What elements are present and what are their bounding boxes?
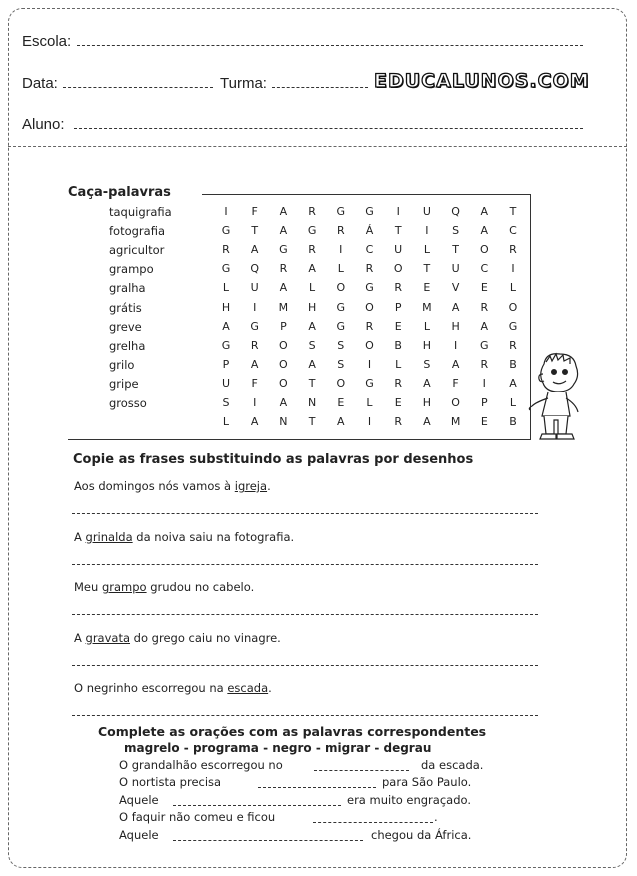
wordsearch-letter[interactable]: L — [366, 396, 373, 409]
wordsearch-letter[interactable]: P — [394, 300, 402, 314]
wordsearch-letter[interactable]: I — [253, 300, 257, 314]
complete-sentence-end: era muito engraçado. — [347, 792, 471, 807]
wordsearch-letter[interactable]: G — [508, 319, 518, 333]
wordsearch-letter[interactable]: I — [339, 243, 343, 257]
wordsearch-letter[interactable]: S — [452, 224, 460, 238]
wordsearch-letter[interactable]: G — [221, 224, 231, 238]
wordsearch-letter[interactable]: A — [279, 205, 288, 218]
wordsearch-letter[interactable]: O — [279, 338, 288, 352]
wordsearch-letter[interactable]: M — [450, 415, 461, 429]
wordsearch-letter[interactable]: A — [308, 319, 316, 333]
wordsearch-letter[interactable]: M — [278, 300, 289, 314]
wordsearch-letter[interactable]: E — [394, 396, 402, 409]
wordsearch-letter[interactable]: L — [423, 319, 430, 333]
data-field[interactable] — [63, 87, 213, 88]
wordsearch-letter[interactable]: O — [279, 376, 288, 390]
wordsearch-letter[interactable]: F — [251, 205, 258, 218]
wordsearch-letter[interactable]: P — [480, 396, 488, 409]
wordsearch-letter[interactable]: A — [423, 376, 431, 390]
copy-sentence — [74, 631, 281, 645]
complete-sentence-start: O grandalhão escorregou no — [119, 758, 283, 772]
wordsearch-letter[interactable]: A — [250, 357, 259, 371]
sentence-text: . — [267, 479, 271, 493]
wordsearch-letter[interactable]: T — [308, 376, 316, 390]
wordsearch-frame-bottom — [68, 439, 531, 440]
wordsearch-letter[interactable]: Q — [451, 205, 460, 218]
data-label: Data: — [22, 75, 58, 92]
answer-line[interactable] — [72, 513, 538, 514]
wordsearch-letter[interactable]: R — [279, 262, 288, 276]
wordsearch-letter[interactable]: G — [480, 338, 489, 352]
wordsearch-letter[interactable]: F — [452, 376, 459, 390]
answer-blank[interactable] — [173, 840, 363, 841]
brand-logo: EDUCALUNOS.COM — [374, 70, 590, 92]
wordsearch-letter[interactable]: L — [423, 243, 430, 257]
turma-label: Turma: — [220, 75, 267, 92]
wordsearch-letter[interactable]: G — [336, 300, 346, 314]
wordsearch-word: greve — [109, 319, 142, 334]
wordsearch-word: grosso — [109, 396, 147, 410]
wordsearch-letter[interactable]: A — [451, 357, 460, 371]
wordsearch-letter[interactable]: A — [250, 415, 259, 429]
sentence-text: O negrinho escorregou na — [74, 681, 228, 695]
wordsearch-letter[interactable]: Q — [250, 262, 260, 276]
answer-blank[interactable] — [258, 787, 376, 788]
wordsearch-frame-top — [202, 194, 531, 195]
copy-sentence — [74, 580, 254, 594]
wordsearch-letter[interactable]: R — [394, 376, 403, 390]
wordsearch-letter[interactable]: I — [425, 224, 429, 238]
wordsearch-letter[interactable]: A — [509, 376, 517, 390]
wordsearch-letter[interactable]: H — [307, 300, 317, 314]
wordsearch-letter[interactable]: O — [365, 338, 374, 352]
aluno-label: Aluno: — [22, 116, 65, 133]
wordsearch-letter[interactable]: A — [308, 262, 316, 276]
copy-section-title: Copie as frases substituindo as palavras por desenhos — [73, 452, 474, 467]
wordsearch-letter[interactable]: G — [221, 338, 231, 352]
wordsearch-letter[interactable]: L — [509, 281, 517, 295]
answer-blank[interactable] — [313, 822, 433, 823]
wordsearch-letter[interactable]: A — [423, 415, 431, 429]
wordsearch-letter[interactable]: G — [307, 224, 317, 238]
wordsearch-letter[interactable]: H — [422, 396, 432, 409]
complete-sentence-start: O nortista precisa — [119, 775, 222, 790]
wordsearch-letter[interactable]: H — [422, 338, 432, 352]
wordsearch-letter[interactable]: G — [279, 243, 288, 257]
wordsearch-letter[interactable]: R — [394, 415, 403, 429]
copy-sentence — [74, 479, 271, 493]
wordsearch-letter[interactable]: H — [221, 300, 231, 314]
wordsearch-letter[interactable]: U — [451, 262, 460, 276]
wordsearch-letter[interactable]: E — [480, 415, 488, 429]
wordsearch-letter[interactable]: R — [308, 205, 316, 218]
answer-line[interactable] — [72, 715, 538, 716]
wordsearch-letter[interactable]: I — [396, 205, 400, 218]
wordsearch-letter[interactable]: S — [337, 338, 345, 352]
wordsearch-word: gripe — [109, 376, 139, 391]
wordsearch-letter[interactable]: L — [309, 281, 316, 295]
complete-sentence-start: Aquele — [119, 792, 159, 807]
wordsearch-letter[interactable]: G — [365, 205, 374, 218]
wordsearch-letter[interactable]: C — [365, 243, 374, 257]
wordsearch-word: gralha — [109, 281, 146, 296]
wordsearch-letter[interactable]: O — [279, 357, 288, 371]
answer-line[interactable] — [72, 665, 538, 666]
word-bank: magrelo - programa - negro - migrar - degrau — [124, 741, 432, 755]
aluno-field[interactable] — [74, 128, 583, 129]
wordsearch-letter[interactable]: I — [482, 376, 486, 390]
wordsearch-word: fotografia — [109, 224, 165, 239]
wordsearch-letter[interactable]: A — [250, 243, 259, 257]
header-divider — [8, 146, 627, 147]
wordsearch-letter[interactable]: S — [337, 357, 345, 371]
wordsearch-letter[interactable]: C — [480, 262, 489, 276]
wordsearch-letter[interactable]: R — [509, 243, 517, 257]
wordsearch-letter[interactable]: G — [336, 205, 346, 218]
wordsearch-letter[interactable]: G — [365, 281, 374, 295]
wordsearch-letter[interactable]: B — [509, 415, 517, 429]
wordsearch-letter[interactable]: R — [509, 338, 517, 352]
wordsearch-letter[interactable]: G — [221, 262, 231, 276]
wordsearch-letter[interactable]: L — [222, 281, 230, 295]
copy-sentence — [74, 681, 272, 695]
wordsearch-letter[interactable]: B — [394, 338, 402, 352]
wordsearch-letter[interactable]: V — [451, 281, 460, 295]
wordsearch-letter[interactable]: S — [308, 338, 316, 352]
sentence-text: da noiva saiu na fotografia. — [132, 529, 295, 544]
underlined-word: grampo — [101, 580, 147, 594]
wordsearch-letter[interactable]: L — [222, 415, 230, 429]
wordsearch-letter[interactable]: O — [365, 300, 374, 314]
wordsearch-letter[interactable]: I — [453, 338, 458, 352]
sentence-text: Aos domingos nós vamos à — [74, 479, 235, 493]
wordsearch-letter[interactable]: N — [279, 415, 288, 429]
wordsearch-letter[interactable]: T — [394, 224, 402, 238]
wordsearch-letter[interactable]: T — [308, 415, 316, 429]
underlined-word: escada — [227, 681, 269, 695]
wordsearch-letter[interactable]: R — [394, 281, 403, 295]
wordsearch-letter[interactable]: S — [423, 357, 431, 371]
wordsearch-letter[interactable]: R — [365, 262, 374, 276]
sentence-text: A — [74, 630, 86, 645]
escola-field[interactable] — [77, 45, 583, 46]
wordsearch-letter[interactable]: T — [251, 224, 259, 238]
wordsearch-letter[interactable]: G — [336, 319, 346, 333]
wordsearch-letter[interactable]: P — [222, 357, 230, 371]
wordsearch-letter[interactable]: A — [308, 357, 316, 371]
wordsearch-letter[interactable]: A — [279, 396, 288, 409]
answer-line[interactable] — [72, 614, 538, 615]
wordsearch-word: grelha — [109, 338, 146, 353]
wordsearch-letter[interactable]: A — [279, 281, 288, 295]
wordsearch-letter[interactable]: U — [221, 376, 231, 390]
wordsearch-letter[interactable]: T — [423, 262, 431, 276]
wordsearch-letter[interactable]: A — [480, 205, 489, 218]
wordsearch-letter[interactable]: I — [253, 396, 257, 409]
wordsearch-letter[interactable]: O — [336, 376, 346, 390]
complete-sentence-end: para São Paulo. — [382, 775, 472, 790]
copy-sentence — [74, 530, 294, 544]
underlined-word: igreja — [234, 479, 268, 493]
answer-blank[interactable] — [173, 805, 341, 806]
wordsearch-letter[interactable]: A — [480, 319, 489, 333]
wordsearch-letter[interactable]: O — [508, 300, 518, 314]
sentence-text: grudou no cabelo. — [146, 580, 255, 594]
wordsearch-letter[interactable]: O — [393, 262, 403, 276]
wordsearch-word: grátis — [109, 300, 142, 315]
complete-sentence-start: O faquir não comeu e ficou — [119, 810, 276, 825]
complete-section-title: Complete as orações com as palavras correspondentes — [98, 724, 487, 739]
wordsearch-letter[interactable]: N — [307, 396, 317, 409]
wordsearch-letter[interactable]: S — [222, 396, 230, 409]
complete-sentence-end: chegou da África. — [371, 827, 472, 842]
child-illustration — [526, 350, 586, 442]
wordsearch-letter[interactable]: R — [308, 243, 316, 257]
escola-label: Escola: — [22, 33, 72, 50]
wordsearch-letter[interactable]: E — [337, 396, 345, 409]
wordsearch-letter[interactable]: U — [394, 243, 403, 257]
wordsearch-letter[interactable]: R — [222, 243, 230, 257]
sentence-text: A — [74, 529, 86, 544]
wordsearch-letter[interactable]: E — [423, 281, 431, 295]
wordsearch-letter[interactable]: G — [250, 319, 259, 333]
wordsearch-letter[interactable]: G — [365, 376, 374, 390]
wordsearch-letter[interactable]: L — [337, 262, 344, 276]
turma-field[interactable] — [272, 87, 368, 88]
wordsearch-letter[interactable]: P — [280, 319, 287, 333]
answer-line[interactable] — [72, 564, 538, 565]
wordsearch-word: agricultor — [109, 243, 165, 258]
wordsearch-letter[interactable]: A — [222, 319, 230, 333]
complete-sentence-start: Aquele — [119, 827, 159, 842]
wordsearch-letter[interactable]: H — [451, 319, 460, 333]
wordsearch-letter[interactable]: B — [509, 357, 517, 371]
wordsearch-letter[interactable]: A — [337, 415, 345, 429]
wordsearch-letter[interactable]: R — [480, 300, 489, 314]
wordsearch-word: grampo — [109, 262, 154, 277]
wordsearch-letter[interactable]: T — [509, 205, 517, 218]
wordsearch-letter[interactable]: O — [336, 281, 346, 295]
wordsearch-letter[interactable]: M — [422, 300, 432, 314]
wordsearch-title: Caça-palavras — [68, 185, 171, 200]
answer-blank[interactable] — [314, 770, 409, 771]
wordsearch-word: taquigrafia — [109, 205, 172, 219]
wordsearch-letter[interactable]: R — [480, 357, 489, 371]
wordsearch-letter[interactable]: R — [365, 319, 374, 333]
sentence-text: . — [268, 681, 272, 695]
wordsearch-letter[interactable]: I — [224, 205, 228, 218]
wordsearch-letter[interactable]: A — [451, 300, 460, 314]
underlined-word: grinalda — [85, 529, 133, 544]
wordsearch-letter[interactable]: U — [422, 205, 431, 218]
sentence-text: Meu — [74, 580, 102, 594]
wordsearch-letter[interactable]: C — [509, 224, 517, 238]
wordsearch-letter[interactable]: R — [336, 224, 345, 238]
wordsearch-letter[interactable]: R — [250, 338, 259, 352]
wordsearch-letter[interactable]: F — [251, 376, 258, 390]
complete-sentence-end: . — [434, 810, 438, 825]
wordsearch-letter[interactable]: L — [509, 396, 517, 409]
sentence-text: do grego caiu no vinagre. — [130, 630, 281, 645]
wordsearch-letter[interactable]: E — [480, 281, 488, 295]
underlined-word: gravata — [85, 630, 131, 645]
wordsearch-letter[interactable]: T — [452, 243, 459, 257]
wordsearch-letter[interactable]: L — [395, 357, 402, 371]
wordsearch-letter[interactable]: A — [279, 224, 288, 238]
wordsearch-word: grilo — [109, 357, 135, 372]
wordsearch-letter[interactable]: I — [367, 357, 372, 371]
wordsearch-letter[interactable]: Á — [365, 224, 374, 238]
wordsearch-letter[interactable]: A — [480, 224, 489, 238]
wordsearch-letter[interactable]: O — [479, 243, 489, 257]
wordsearch-letter[interactable]: I — [511, 262, 515, 276]
wordsearch-letter[interactable]: U — [250, 281, 259, 295]
wordsearch-letter[interactable]: E — [394, 319, 402, 333]
wordsearch-letter[interactable]: I — [367, 415, 372, 429]
wordsearch-letter[interactable]: O — [451, 396, 460, 409]
complete-sentence-end: da escada. — [421, 758, 484, 772]
